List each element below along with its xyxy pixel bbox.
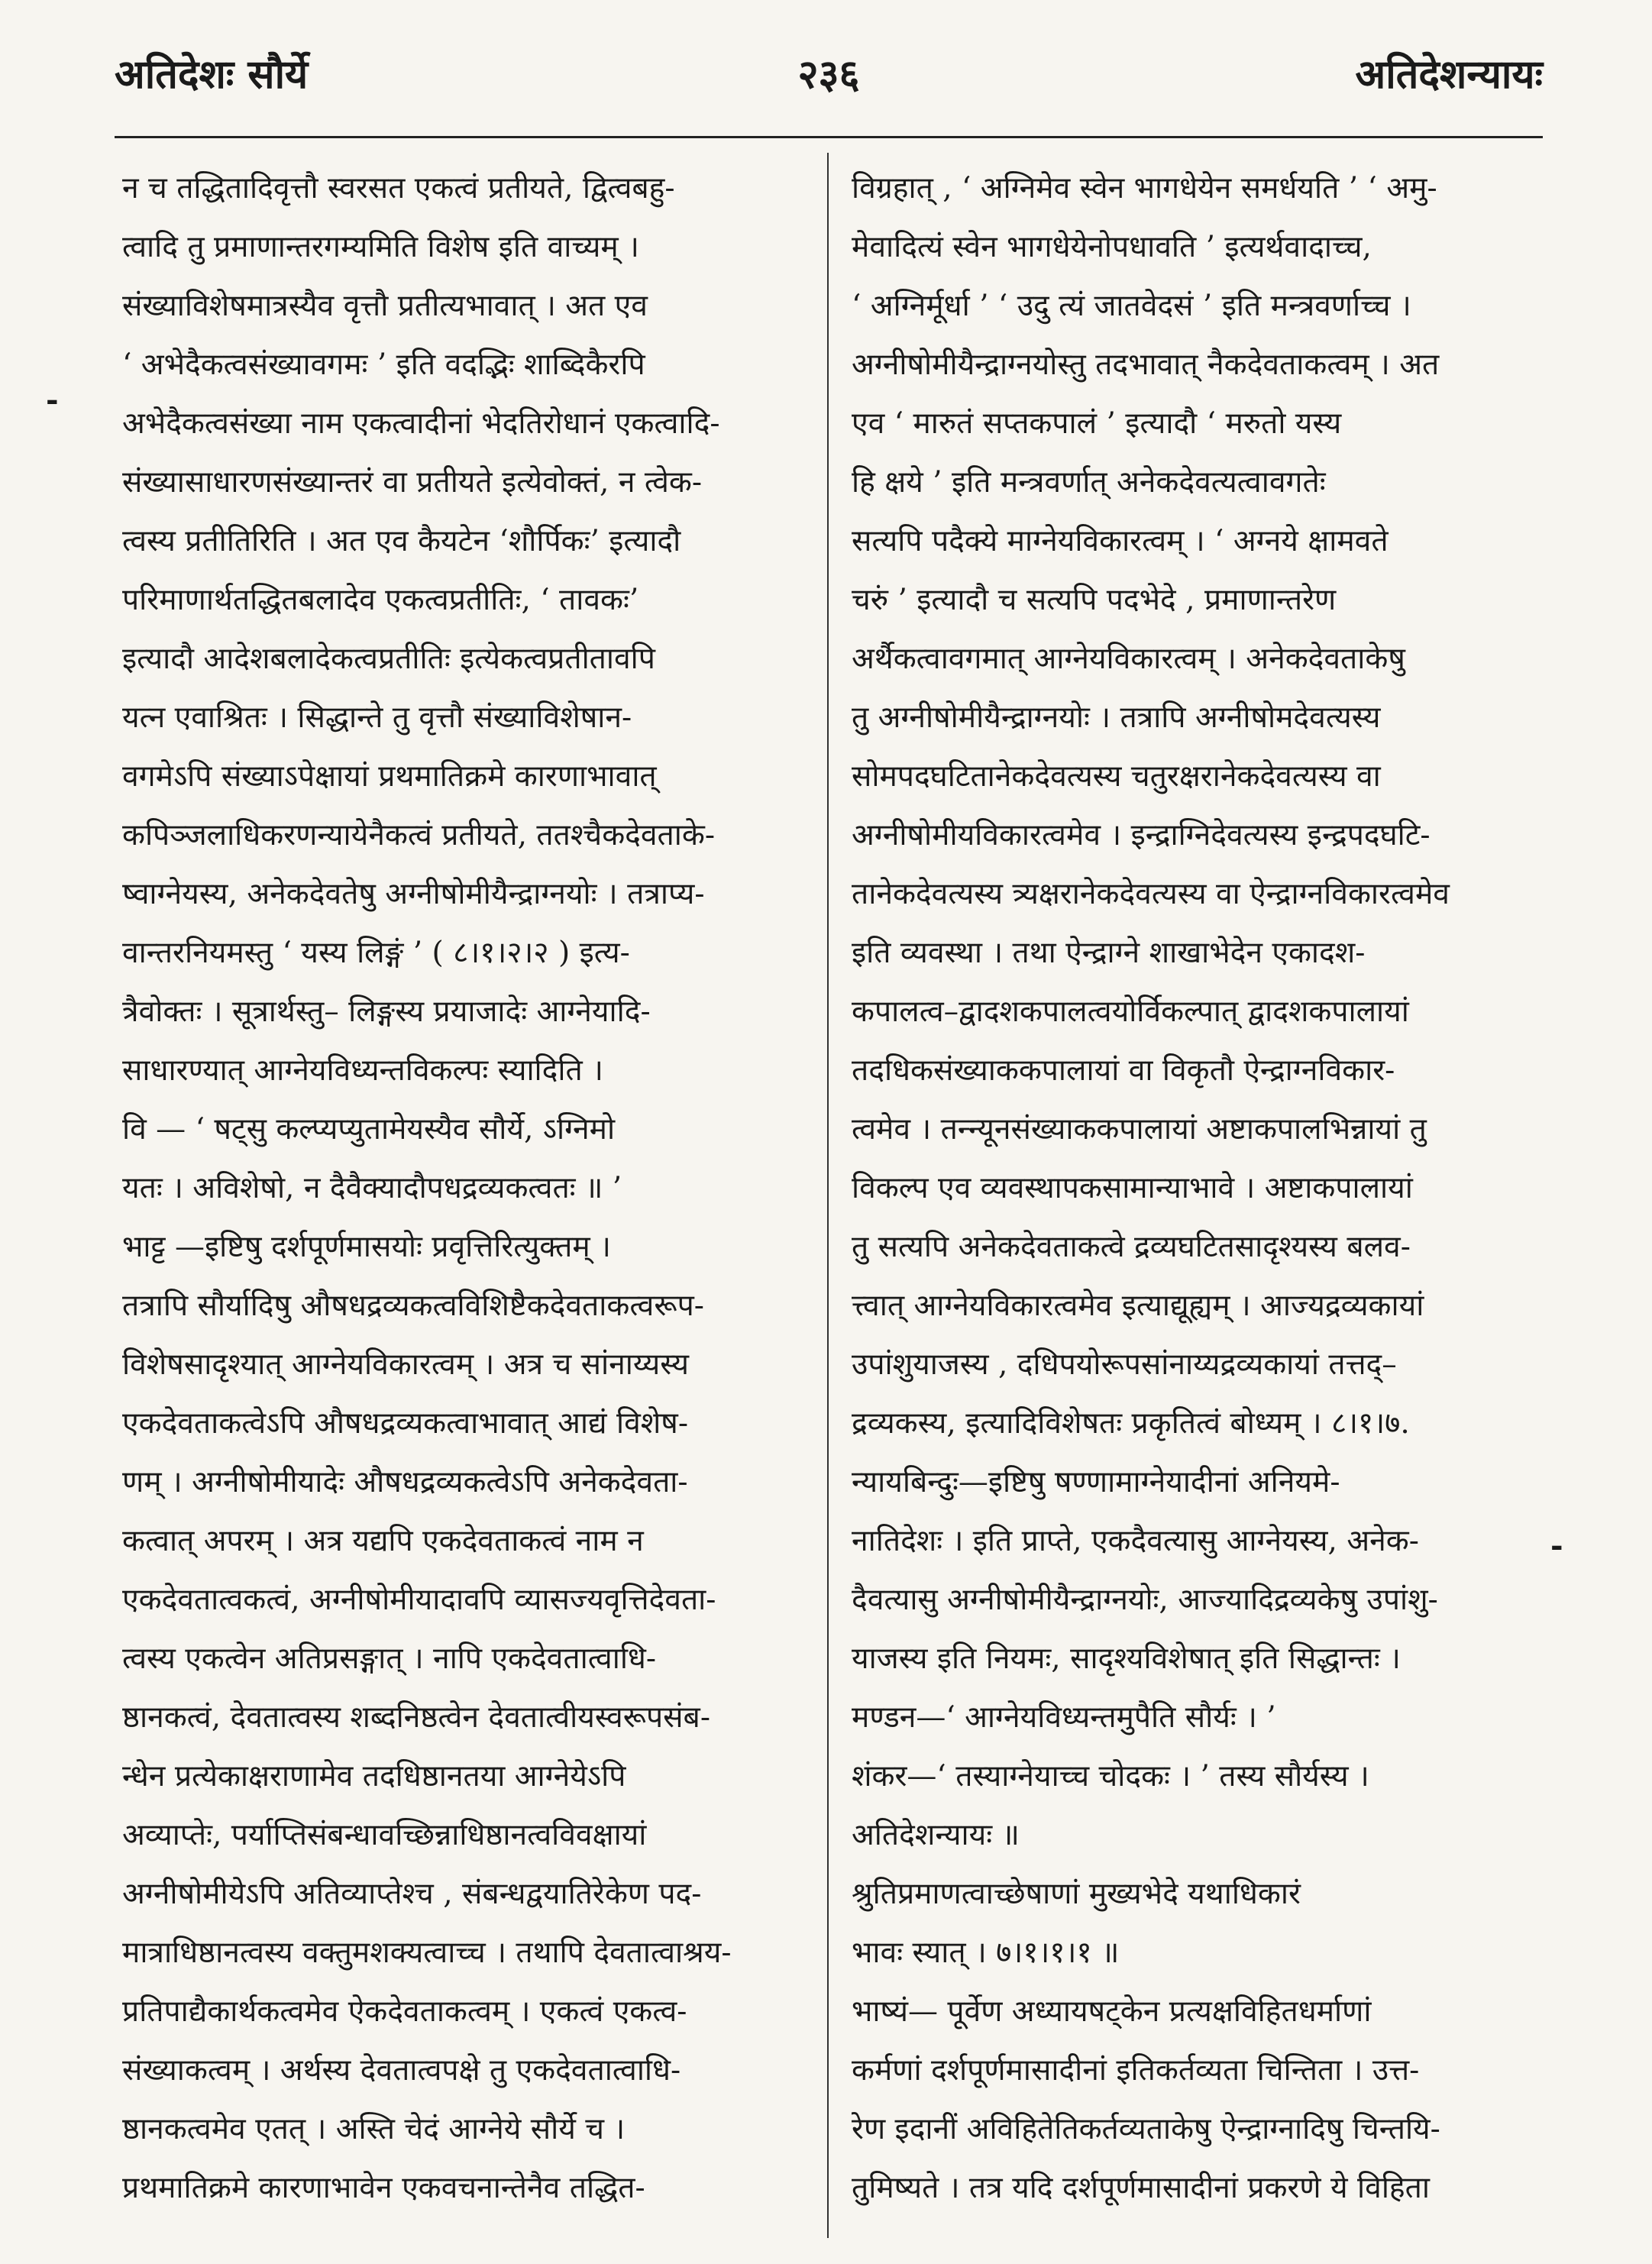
header-rule	[115, 136, 1543, 138]
running-header	[115, 46, 1543, 115]
text-line: परिमाणार्थतद्धितबलादेव एकत्वप्रतीतिः, ‘ तावकः’	[122, 583, 639, 617]
text-line: प्रतिपाद्यैकार्थकत्वमेव ऐकदेवताकत्वम् । एकत्वं एकत्व-	[122, 1994, 687, 2029]
text-line: प्रथमातिक्रमे कारणाभावेन एकवचनान्तेनैव तद्धित-	[122, 2171, 645, 2205]
text-line: वगमेऽपि संख्याऽपेक्षायां प्रथमातिक्रमे कारणाभावात्	[122, 759, 657, 794]
text-line: तु अग्नीषोमीयैन्द्राग्नयोः । तत्रापि अग्नीषोमदेवत्यस्य	[852, 700, 1381, 735]
text-line: ‘ अग्निर्मूर्धा ’ ‘ उदु त्यं जातवेदसं ’ इति मन्त्रवर्णाच्च ।	[852, 289, 1411, 323]
text-line: नातिदेशः । इति प्राप्ते, एकदैवत्यासु आग्नेयस्य, अनेक-	[852, 1524, 1419, 1558]
text-line: भावः स्यात् । ७।१।१।१ ॥	[852, 1936, 1120, 1970]
text-line: अभेदैकत्वसंख्या नाम एकत्वादीनां भेदतिरोधानं एकत्वादि-	[122, 406, 720, 441]
text-line: न्यायबिन्दुः—इष्टिषु षण्णामाग्नेयादीनां अनियमे-	[852, 1465, 1340, 1499]
text-line: ष्वाग्नेयस्य, अनेकदेवतेषु अग्नीषोमीयैन्द्राग्नयोः । तत्राप्य-	[122, 877, 705, 911]
text-line: हि क्षये ’ इति मन्त्रवर्णात् अनेकदेवत्यत्वावगतेः	[852, 465, 1326, 500]
text-line: दैवत्यासु अग्नीषोमीयैन्द्राग्नयोः, आज्यादिद्रव्यकेषु उपांशु-	[852, 1583, 1438, 1617]
text-line: भाष्यं— पूर्वेण अध्यायषट्केन प्रत्यक्षविहितधर्माणां	[852, 1994, 1372, 2029]
text-line: कपालत्व–द्वादशकपालत्वयोर्विकल्पात् द्वादशकपालायां	[852, 995, 1409, 1029]
text-line: अग्नीषोमीयैन्द्राग्नयोस्तु तदभावात् नैकदेवताकत्वम् । अत	[852, 348, 1440, 382]
header-right-title: अतिदेशन्यायः	[1355, 51, 1543, 98]
text-line: श्रुतिप्रमाणत्वाच्छेषाणां मुख्यभेदे यथाधिकारं	[852, 1877, 1301, 1911]
text-line: कत्वात् अपरम् । अत्र यद्यपि एकदेवताकत्वं नाम न	[122, 1524, 644, 1558]
text-line: अतिदेशन्यायः ॥	[852, 1818, 1020, 1852]
text-line: विशेषसादृश्यात् आग्नेयविकारत्वम् । अत्र च सांनाय्यस्य	[122, 1347, 690, 1382]
text-line: तत्रापि सौर्यादिषु औषधद्रव्यकत्वविशिष्टैकदेवताकत्वरूप-	[122, 1289, 704, 1323]
text-line: सोमपदघटितानेकदेवत्यस्य चतुरक्षरानेकदेवत्यस्य वा	[852, 759, 1381, 794]
right-column	[852, 159, 1539, 2217]
text-line: विकल्प एव व्यवस्थापकसामान्याभावे । अष्टाकपालायां	[852, 1171, 1413, 1205]
text-line: ष्ठानकत्वं, देवतात्वस्य शब्दनिष्ठत्वेन देवतात्वीयस्वरूपसंब-	[122, 1700, 710, 1735]
text-line: त्वादि तु प्रमाणान्तरगम्यमिति विशेष इति वाच्यम् ।	[122, 230, 639, 264]
text-line: त्वस्य प्रतीतिरिति । अत एव कैयटेन ‘शौर्पिकः’ इत्यादौ	[122, 524, 681, 558]
text-line: सत्यपि पदैक्ये माग्नेयविकारत्वम् । ‘ अग्नये क्षामवते	[852, 524, 1389, 558]
text-line: यत्न एवाश्रितः । सिद्धान्ते तु वृत्तौ संख्याविशेषान-	[122, 700, 632, 735]
text-line: संख्याकत्वम् । अर्थस्य देवतात्वपक्षे तु एकदेवतात्वाधि-	[122, 2053, 681, 2088]
text-line: तदधिकसंख्याककपालायां वा विकृतौ ऐन्द्राग्नविकार-	[852, 1053, 1395, 1088]
text-line: मात्राधिष्ठानत्वस्य वक्तुमशक्यत्वाच्च । तथापि देवतात्वाश्रय-	[122, 1936, 732, 1970]
text-line: भाट्ट —इष्टिषु दर्शपूर्णमासयोः प्रवृत्तिरित्युक्तम् ।	[122, 1230, 611, 1264]
text-line: द्रव्यकस्य, इत्यादिविशेषतः प्रकृतित्वं बोध्यम् । ८।१।७.	[852, 1406, 1410, 1441]
text-line: त्वस्य एकत्वेन अतिप्रसङ्गात् । नापि एकदेवतात्वाधि-	[122, 1641, 657, 1676]
text-line: तानेकदेवत्यस्य त्र्यक्षरानेकदेवत्यस्य वा ऐन्द्राग्नविकारत्वमेव	[852, 877, 1450, 911]
text-line: याजस्य इति नियमः, सादृश्यविशेषात् इति सिद्धान्तः ।	[852, 1641, 1401, 1676]
text-line: विग्रहात् , ‘ अग्निमेव स्वेन भागधेयेन समर्धयति ’ ‘ अमु-	[852, 171, 1437, 205]
text-line: अग्नीषोमीयविकारत्वमेव । इन्द्राग्निदेवत्यस्य इन्द्रपदघटि-	[852, 818, 1431, 852]
text-line: वान्तरनियमस्तु ‘ यस्य लिङ्गं ’ ( ८।१।२।२ ) इत्य-	[122, 936, 630, 970]
text-line: त्त्वात् आग्नेयविकारत्वमेव इत्याद्यूह्यम् । आज्यद्रव्यकायां	[852, 1289, 1424, 1323]
text-line: उपांशुयाजस्य , दधिपयोरूपसांनाय्यद्रव्यकायां तत्तद्–	[852, 1347, 1397, 1382]
text-line: त्वमेव । तन्न्यूनसंख्याककपालायां अष्टाकपालभिन्नायां तु	[852, 1112, 1427, 1147]
text-line: न च तद्धितादिवृत्तौ स्वरसत एकत्वं प्रतीयते, द्वित्वबहु-	[122, 171, 675, 205]
text-line: इत्यादौ आदेशबलादेकत्वप्रतीतिः इत्येकत्वप्रतीतावपि	[122, 642, 655, 676]
page-number: २३६	[797, 51, 860, 98]
text-line: मेवादित्यं स्वेन भागधेयेनोपधावति ’ इत्यर्थवादाच्च,	[852, 230, 1372, 264]
text-line: चरुं ’ इत्यादौ च सत्यपि पदभेदे , प्रमाणान्तरेण	[852, 583, 1337, 617]
text-line: मण्डन—‘ आग्नेयविध्यन्तमुपैति सौर्यः । ’	[852, 1700, 1276, 1735]
text-line: कपिञ्जलाधिकरणन्यायेनैकत्वं प्रतीयते, ततश्चैकदेवताके-	[122, 818, 716, 852]
text-line: वि — ‘ षट्सु कल्प्यप्युतामेयस्यैव सौर्ये, ऽग्निमो	[122, 1112, 616, 1147]
text-line: अर्थैकत्वावगमात् आग्नेयविकारत्वम् । अनेकदेवताकेषु	[852, 642, 1405, 676]
text-line: साधारण्यात् आग्नेयविध्यन्तविकल्पः स्यादिति ।	[122, 1053, 603, 1088]
text-line: एकदेवतात्वकत्वं, अग्नीषोमीयादावपि व्यासज्यवृत्तिदेवता-	[122, 1583, 716, 1617]
margin-mark-left: -	[46, 382, 59, 418]
text-line: अग्नीषोमीयेऽपि अतिव्याप्तेश्च , संबन्धद्वयातिरेकेण पद-	[122, 1877, 702, 1911]
left-column	[122, 159, 802, 2217]
header-left-title: अतिदेशः सौर्ये	[115, 51, 309, 98]
margin-mark-right: -	[1550, 1528, 1563, 1564]
text-line: तु सत्यपि अनेकदेवताकत्वे द्रव्यघटितसादृश्यस्य बलव-	[852, 1230, 1411, 1264]
text-line: ‘ अभेदैकत्वसंख्यावगमः ’ इति वदद्भिः शाब्दिकैरपि	[122, 348, 645, 382]
text-line: संख्याविशेषमात्रस्यैव वृत्तौ प्रतीत्यभावात् । अत एव	[122, 289, 648, 323]
column-divider	[827, 153, 829, 2238]
text-line: एव ‘ मारुतं सप्तकपालं ’ इत्यादौ ‘ मरुतो यस्य	[852, 406, 1342, 441]
text-line: यतः । अविशेषो, न दैवैक्यादौपधद्रव्यकत्वतः ॥ ’	[122, 1171, 622, 1205]
text-line: णम् । अग्नीषोमीयादेः औषधद्रव्यकत्वेऽपि अनेकदेवता-	[122, 1465, 688, 1499]
text-line: कर्मणां दर्शपूर्णमासादीनां इतिकर्तव्यता चिन्तिता । उत्त-	[852, 2053, 1420, 2088]
text-line: एकदेवताकत्वेऽपि औषधद्रव्यकत्वाभावात् आद्यं विशेष-	[122, 1406, 689, 1441]
text-line: ष्ठानकत्वमेव एतत् । अस्ति चेदं आग्नेये सौर्ये च ।	[122, 2112, 626, 2146]
text-line: शंकर—‘ तस्याग्नेयाच्च चोदकः । ’ तस्य सौर्यस्य ।	[852, 1759, 1369, 1793]
text-line: न्धेन प्रत्येकाक्षराणामेव तदधिष्ठानतया आग्नेयेऽपि	[122, 1759, 626, 1793]
text-line: त्रैवोक्तः । सूत्रार्थस्तु– लिङ्गस्य प्रयाजादेः आग्नेयादि-	[122, 995, 651, 1029]
text-line: अव्याप्तेः, पर्याप्तिसंबन्धावच्छिन्नाधिष्ठानत्वविवक्षायां	[122, 1818, 647, 1852]
text-line: संख्यासाधारणसंख्यान्तरं वा प्रतीयते इत्येवोक्तं, न त्वेक-	[122, 465, 703, 500]
text-line: तुमिष्यते । तत्र यदि दर्शपूर्णमासादीनां प्रकरणे ये विहिता	[852, 2171, 1430, 2205]
text-line: इति व्यवस्था । तथा ऐन्द्राग्ने शाखाभेदेन एकादश-	[852, 936, 1366, 970]
text-line: रेण इदानीं अविहितेतिकर्तव्यताकेषु ऐन्द्राग्नादिषु चिन्तयि-	[852, 2112, 1440, 2146]
